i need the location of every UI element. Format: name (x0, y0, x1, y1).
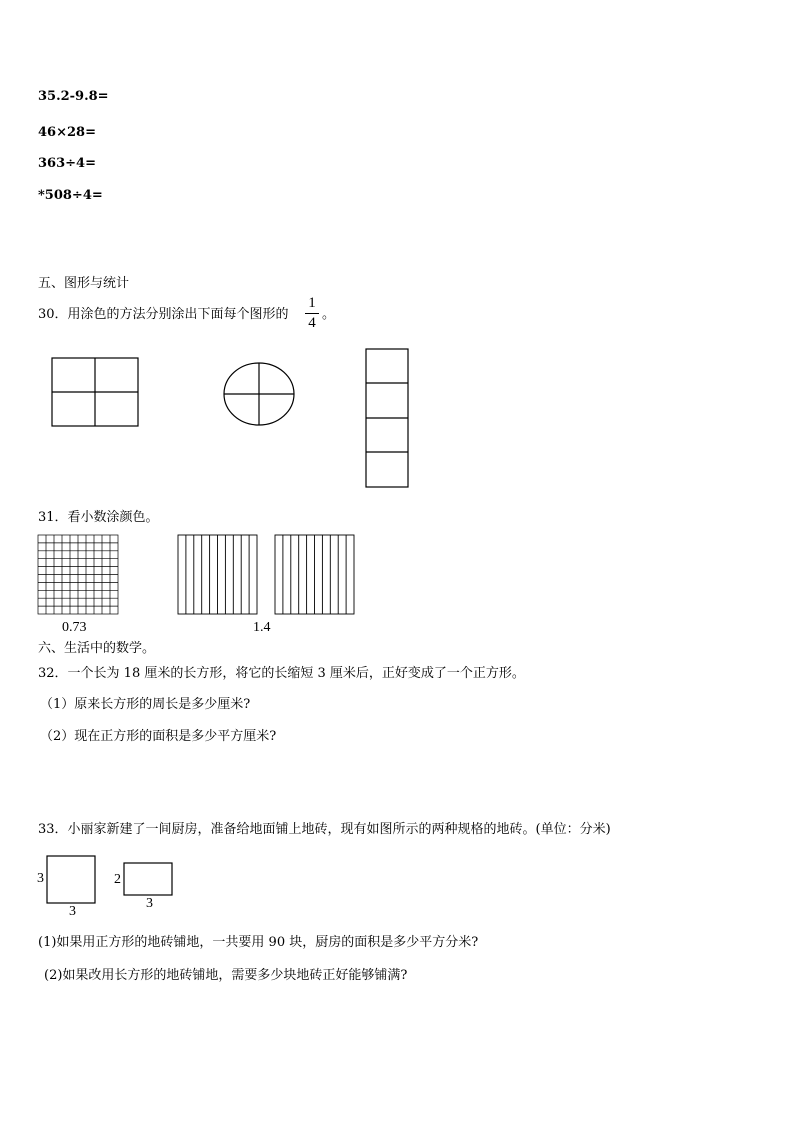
q31-text: 31．看小数涂颜色。 (38, 510, 159, 525)
square-side-label: 3 (37, 871, 44, 886)
q33-sub1: (1)如果用正方形的地砖铺地，一共要用 90 块，厨房的面积是多少平方分米? (38, 935, 479, 950)
square-bottom-label: 3 (69, 904, 76, 919)
fraction-numerator: 1 (308, 295, 316, 311)
fraction-denominator: 4 (308, 315, 316, 331)
q32-sub1: （1）原来长方形的周长是多少厘米? (40, 697, 251, 712)
q30-period: 。 (322, 307, 336, 322)
section5-heading: 五、图形与统计 (38, 276, 130, 291)
square-quarters-figure[interactable] (52, 358, 138, 426)
tenths-strip-figure-1[interactable] (178, 535, 257, 614)
q30-prompt: 30．用涂色的方法分别涂出下面每个图形的 (38, 307, 289, 322)
tenths-strip-figure-2[interactable] (275, 535, 354, 614)
q33-text: 33．小丽家新建了一间厨房，准备给地面铺上地砖，现有如图所示的两种规格的地砖。(单位：分米) (38, 822, 611, 837)
square-tile-figure (47, 856, 95, 903)
rect-bottom-label: 3 (146, 896, 153, 911)
rect-tile-figure (124, 863, 172, 895)
column-quarters-figure[interactable] (366, 349, 408, 487)
q31-label-073: 0.73 (62, 620, 87, 635)
calc-q2: 46×28= (38, 125, 96, 140)
rect-side-label: 2 (114, 872, 121, 887)
q31-label-14: 1.4 (253, 620, 271, 635)
q32-text: 32．一个长为 18 厘米的长方形，将它的长缩短 3 厘米后，正好变成了一个正方形。 (38, 666, 525, 681)
calc-q1: 35.2-9.8= (38, 89, 109, 104)
section6-heading: 六、生活中的数学。 (38, 641, 156, 656)
hundred-grid-figure[interactable] (38, 535, 118, 614)
circle-quarters-figure[interactable] (224, 363, 294, 425)
calc-q3: 363÷4= (38, 156, 96, 171)
q32-sub2: （2）现在正方形的面积是多少平方厘米? (40, 729, 277, 744)
calc-q4: *508÷4= (38, 188, 103, 203)
q33-sub2: (2)如果改用长方形的地砖铺地，需要多少块地砖正好能够铺满? (44, 968, 408, 983)
